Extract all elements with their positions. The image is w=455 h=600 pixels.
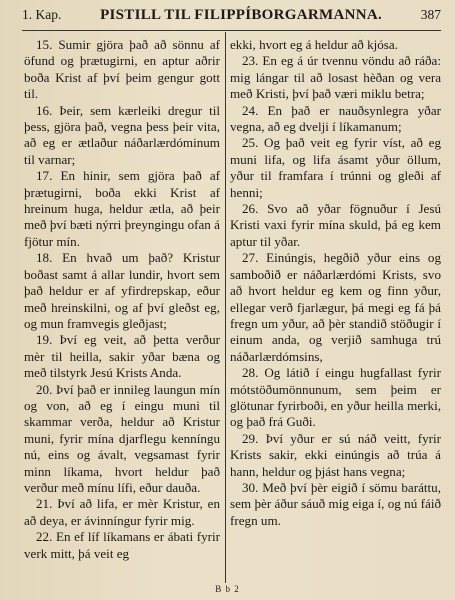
verse-18: 18. En hvað um það? Kristur boðast samt á allar lundir, hvort sem það heldur er af yfirdrepskap, eður með hreinskilni, og af því gleðst eg, og mun framvegis gleðjast; — [24, 250, 220, 331]
verse-25: 25. Og það veit eg fyrir víst, að eg muni lifa, og lifa ásamt yður öllum, yður til framfara í trúnni og gleði af henni; — [230, 135, 441, 200]
verse-17: 17. En hinir, sem gjöra það af þrætugirni, boða ekki Krist af hreinum huga, heldur ætla, að þeir með því bæti nýrri þreyngingu ofan á fjötur mín. — [24, 168, 220, 249]
verse-23: 23. En eg á úr tvennu vöndu að ráða: mig lángar til að losast hèðan og vera með Kristi, því það væri miklu betra; — [230, 53, 441, 102]
verse-26: 26. Svo að yðar fögnuður í Jesú Kristi vaxi fyrir mína skuld, þá eg kem aptur til yðar. — [230, 201, 441, 249]
verse-22-end: ekki, hvort eg á heldur að kjósa. — [230, 37, 398, 52]
signature-mark: B b 2 — [215, 584, 240, 594]
left-column — [24, 37, 220, 562]
verse-19: 19. Því eg veit, að þetta verður mèr til heilla, sakir yðar bæna og með tilstyrk Jesú Krists Anda. — [24, 332, 220, 381]
verse-20: 20. Því það er innileg laungun mín og von, að eg í eingu muni til skammar verða, heldur að Kristur muni, fyrir mína djarflegu kenníngu nú, eins og ávalt, vegsamast fyrir minn líkama, hvort heldur það verður með mínu lífi, eður dauða. — [24, 381, 220, 495]
book-title: PISTILL TIL FILIPPÍBORGARMANNA. — [100, 7, 383, 23]
verse-27: 27. Einúngis, hegðið yður eins og samboðið er náðarlærdómi Krists, svo að hvort heldur eg kem og finn yður, ellegar verð fjarlægur, þá megi eg fá þá fregn um yður, að þèr standið stöðugir í einum anda, og verjið samhuga trú náðarlærdómsins, — [230, 250, 441, 364]
column-divider — [225, 32, 226, 583]
verse-21: 21. Því að lifa, er mèr Kristur, en að deya, er ávinníngur fyrir mig. — [24, 496, 220, 528]
running-header — [22, 7, 441, 29]
header-rule — [22, 30, 441, 31]
page-number: 387 — [420, 7, 441, 22]
verse-28: 28. Og látið í eingu hugfallast fyrir mótstöðumönnunum, sem þeim er glötunar fyrirboði, en yður heilla merki, og það frá Guði. — [230, 365, 441, 430]
verse-22-start: 22. En ef líf líkamans er ábati fyrir verk mitt, þá veit eg — [24, 529, 220, 561]
verse-29: 29. Því yður er sú náð veitt, fyrir Krists sakir, ekki einúngis að trúa á hann, heldur og þjást hans vegna; — [230, 430, 441, 479]
verse-15: 15. Sumir gjöra það að sönnu af öfund og þrætugirni, en aptur aðrir boða Krist af því þeim gengur gott til. — [24, 37, 220, 102]
verse-30: 30. Með því þèr eigið í sömu baráttu, sem þèr áður sáuð mig eiga í, og nú fáið fregn um. — [230, 479, 441, 528]
verse-24: 24. En það er nauðsynlegra yðar vegna, að eg dvelji í líkamanum; — [230, 102, 441, 135]
right-column — [230, 37, 441, 529]
verse-16: 16. Þeir, sem kærleiki dregur til þess, gjöra það, vegna þess þeir vita, að eg er ætlaður náðarlærdóminum til varnar; — [24, 102, 220, 167]
chapter-label: 1. Kap. — [22, 7, 62, 22]
